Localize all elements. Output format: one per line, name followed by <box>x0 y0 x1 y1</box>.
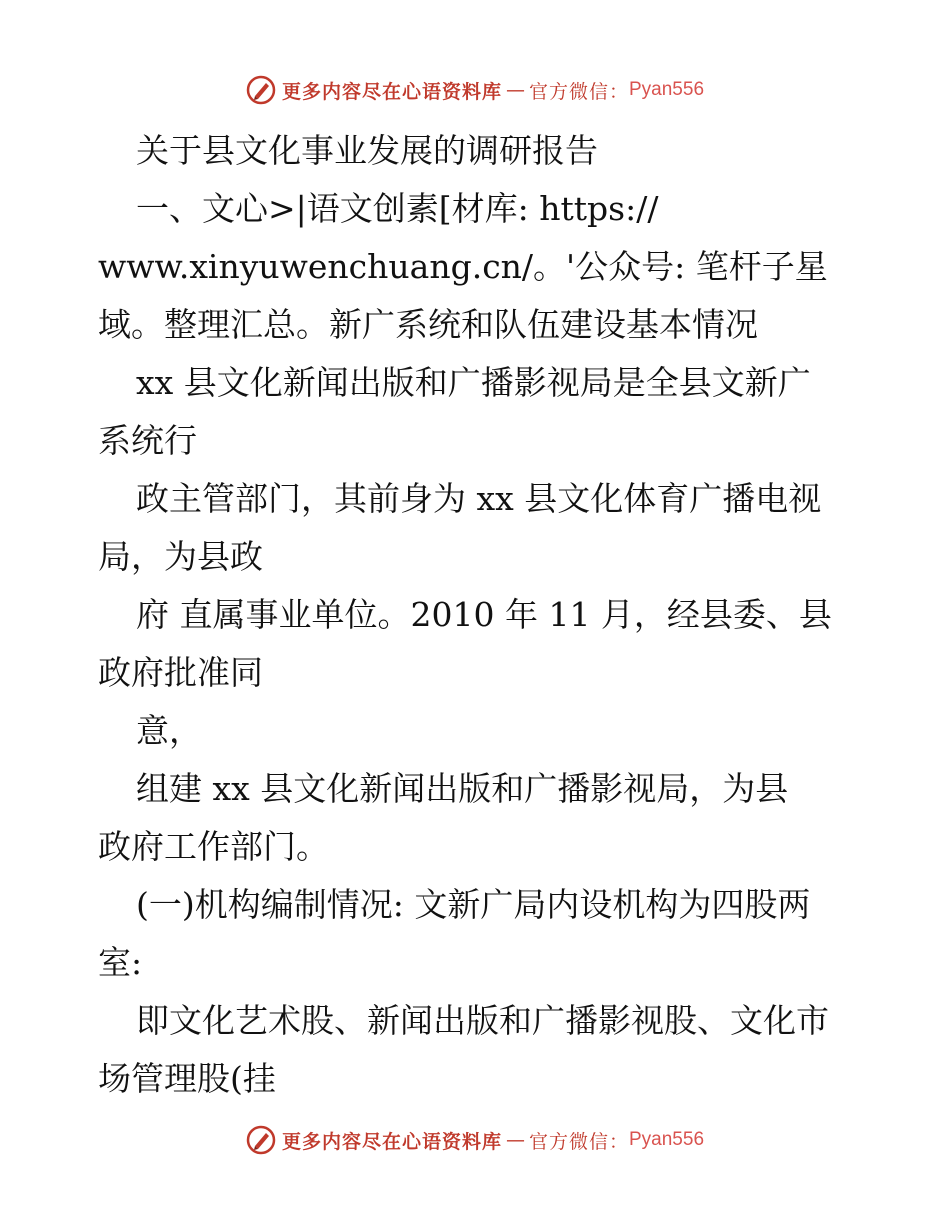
document-body <box>98 122 858 1108</box>
doc-line: (一)机构编制情况: 文新广局内设机构为四股两 <box>136 885 811 924</box>
doc-line: 府 直属事业单位。2010 年 11 月，经县委、县 <box>136 595 832 634</box>
pen-logo-icon <box>246 1125 276 1155</box>
doc-line: 室: <box>98 943 143 982</box>
doc-line: 政府工作部门。 <box>98 827 329 866</box>
doc-line: 场管理股(挂 <box>98 1059 276 1098</box>
doc-line: 政府批准同 <box>98 653 263 692</box>
doc-line: 政主管部门，其前身为 xx 县文化体育广播电视 <box>136 479 822 518</box>
banner-wechat-id: Pyan556 <box>629 79 705 100</box>
banner-wechat-label: 官方微信： <box>528 80 629 103</box>
doc-line: xx 县文化新闻出版和广播影视局是全县文新广 <box>136 363 811 402</box>
banner-dash: — <box>505 1129 525 1151</box>
doc-line: 即文化艺术股、新闻出版和广播影视股、文化市 <box>136 1001 829 1040</box>
doc-line: 组建 xx 县文化新闻出版和广播影视局，为县 <box>136 769 789 808</box>
banner-title: 更多内容尽在心语资料库 <box>281 1130 502 1153</box>
banner-wechat-id: Pyan556 <box>629 1129 705 1150</box>
banner-wechat-label: 官方微信： <box>528 1130 629 1153</box>
doc-line: 域。整理汇总。新广系统和队伍建设基本情况 <box>98 305 758 344</box>
banner-dash: — <box>505 79 525 101</box>
header-banner <box>0 70 950 110</box>
footer-banner <box>0 1120 950 1160</box>
doc-line: 一、文心>|语文创素[材库: https:// <box>136 189 659 228</box>
doc-line: 系统行 <box>98 421 197 460</box>
doc-line: 局，为县政 <box>98 537 263 576</box>
banner-title: 更多内容尽在心语资料库 <box>281 80 502 103</box>
doc-line: 意， <box>136 711 202 750</box>
doc-line: www.xinyuwenchuang.cn/。'公众号: 笔杆子星 <box>98 247 828 286</box>
doc-title: 关于县文化事业发展的调研报告 <box>136 131 598 170</box>
pen-logo-icon <box>246 75 276 105</box>
